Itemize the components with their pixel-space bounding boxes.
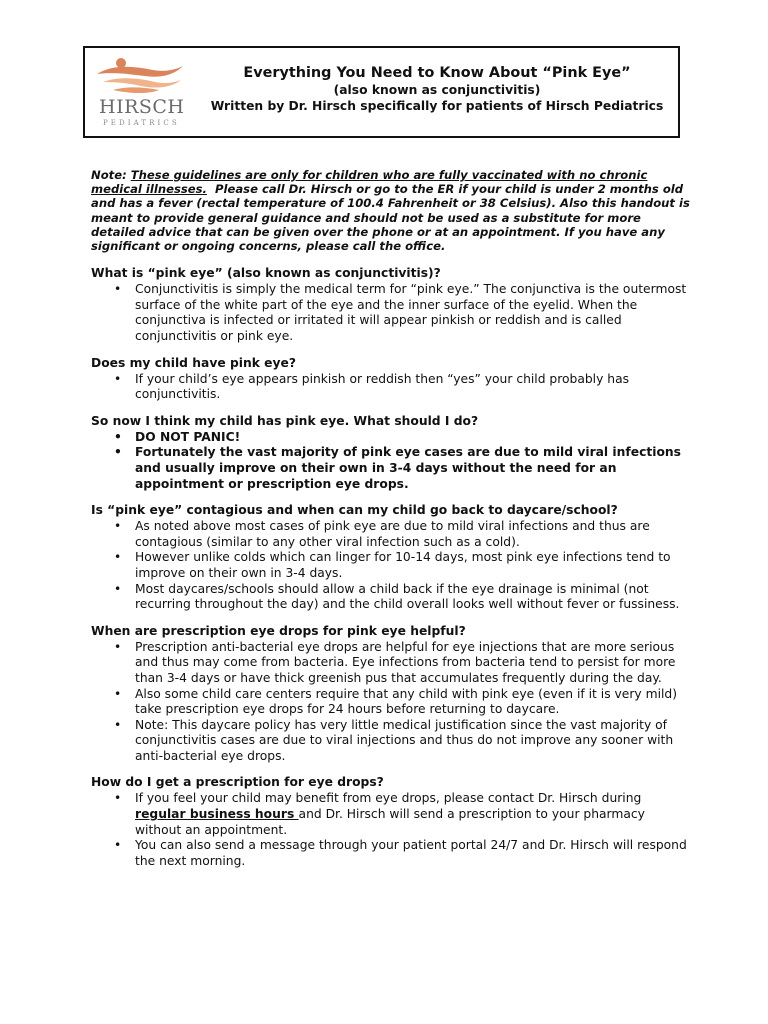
list-item: • Most daycares/schools should allow a child back if the eye drainage is minimal (not recurring throughout the day) and the child overall looks well without fever or fussiness.	[135, 582, 691, 613]
regular-business-hours-link[interactable]: regular business hours	[135, 807, 299, 822]
section-get-prescription	[91, 774, 691, 869]
bullet-list	[91, 519, 691, 613]
section-contagious	[91, 502, 691, 613]
logo-subtitle: PEDIATRICS	[103, 119, 180, 127]
list-item: • Prescription anti-bacterial eye drops are helpful for eye injections that are more serious and thus may come from bacteria. Eye infections from bacteria tend to persist for more than 3-4 days or have thick greenish pus that accumulates frequently during the day.	[135, 640, 691, 687]
section-prescription-helpful	[91, 623, 691, 765]
list-item: • Conjunctivitis is simply the medical term for “pink eye.” The conjunctiva is the outermost surface of the white part of the eye and the inner surface of the eyelid. When the conjunctiva is infected or irritated it will appear pinkish or reddish and is called conjunctivitis or pink eye.	[135, 282, 691, 344]
hirsch-pediatrics-logo	[93, 56, 187, 128]
list-item: • Also some child care centers require that any child with pink eye (even if it is very mild) take prescription eye drops for 24 hours before returning to daycare.	[135, 687, 691, 718]
list-item: • However unlike colds which can linger for 10-14 days, most pink eye infections tend to improve on their own in 3-4 days.	[135, 550, 691, 581]
section-what-is-pink-eye	[91, 265, 691, 344]
section-what-should-i-do	[91, 413, 691, 492]
section-question: Does my child have pink eye?	[91, 355, 297, 370]
section-question: So now I think my child has pink eye. What should I do?	[91, 413, 479, 428]
header-box	[83, 46, 680, 138]
note-underlined: These guidelines are only for children who are fully vaccinated with no chronic medical illnesses.	[91, 168, 648, 197]
bullet-list	[91, 372, 691, 403]
note-label: Note:	[91, 168, 127, 182]
list-item: • If your child’s eye appears pinkish or reddish then “yes” your child probably has conjunctivitis.	[135, 372, 691, 403]
section-question: Is “pink eye” contagious and when can my child go back to daycare/school?	[91, 503, 618, 518]
document-body	[91, 168, 694, 879]
bullet-list	[91, 791, 691, 869]
bullet-list	[91, 430, 691, 492]
section-question: When are prescription eye drops for pink eye helpful?	[91, 623, 466, 638]
section-question: What is “pink eye” (also known as conjunctivitis)?	[91, 266, 441, 281]
list-item: • As noted above most cases of pink eye are due to mild viral infections and thus are contagious (similar to any other viral infection such as a cold).	[135, 519, 691, 550]
logo-figure-icon	[93, 56, 187, 96]
page-title: Everything You Need to Know About “Pink Eye”	[243, 65, 631, 81]
list-item: • You can also send a message through your patient portal 24/7 and Dr. Hirsch will respond the next morning.	[135, 838, 691, 869]
list-item: • DO NOT PANIC!	[135, 430, 691, 446]
list-item-text: and Dr. Hirsch will send a prescription to your pharmacy without an appointment.	[135, 807, 645, 837]
page-subtitle: (also known as conjunctivitis)	[333, 83, 541, 97]
section-question: How do I get a prescription for eye drops?	[91, 775, 384, 790]
list-item	[135, 791, 691, 838]
header-text	[203, 64, 671, 114]
list-item: • Note: This daycare policy has very little medical justification since the vast majority of conjunctivitis cases are due to viral injections and thus do not improve any sooner with anti-bacterial eye drops.	[135, 718, 691, 765]
bullet-list	[91, 640, 691, 765]
section-does-child-have	[91, 355, 691, 403]
logo-name: HIRSCH	[99, 96, 185, 118]
list-item: • Fortunately the vast majority of pink eye cases are due to mild viral infections and usually improve on their own in 3-4 days without the need for an appointment or prescription eye drops.	[135, 445, 691, 492]
byline: Written by Dr. Hirsch specifically for patients of Hirsch Pediatrics	[210, 99, 664, 113]
list-item-text: If you feel your child may benefit from eye drops, please contact Dr. Hirsch during	[135, 791, 642, 806]
bullet-list	[91, 282, 691, 344]
note-rest: Please call Dr. Hirsch or go to the ER if your child is under 2 months old and has a fever (rectal temperature of 100.4 Fahrenheit or 38 Celsius). Also this handout is meant to provide general guidance and should not be used as a substitute for more detailed advice that can be given over the phone or at an appointment. If you have any significant or ongoing concerns, please call the office.	[91, 182, 694, 254]
note-paragraph	[91, 168, 694, 254]
